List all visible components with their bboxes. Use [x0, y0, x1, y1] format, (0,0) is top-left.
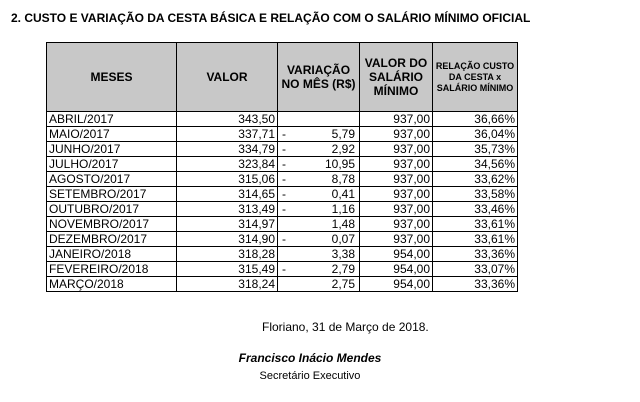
cell-relacao: 33,07% — [433, 262, 518, 277]
signer-name: Francisco Inácio Mendes — [238, 351, 382, 365]
cell-variacao — [278, 127, 360, 142]
cell-salario-minimo: 937,00 — [360, 172, 433, 187]
header-valor: VALOR — [177, 43, 278, 112]
cell-variacao-sinal: - — [282, 127, 286, 141]
cell-salario-minimo: 937,00 — [360, 112, 433, 127]
cell-valor: 318,24 — [177, 277, 278, 292]
cell-valor: 318,28 — [177, 247, 278, 262]
table-row — [47, 112, 518, 127]
cell-mes: JANEIRO/2018 — [47, 247, 177, 262]
cell-salario-minimo: 937,00 — [360, 127, 433, 142]
cell-variacao — [278, 112, 360, 127]
cell-relacao: 34,56% — [433, 157, 518, 172]
table-row — [47, 187, 518, 202]
cell-mes: MARÇO/2018 — [47, 277, 177, 292]
cell-salario-minimo: 937,00 — [360, 187, 433, 202]
cell-variacao-valor: 3,38 — [331, 247, 355, 261]
cell-mes: DEZEMBRO/2017 — [47, 232, 177, 247]
cell-variacao — [278, 217, 360, 232]
cell-valor: 314,65 — [177, 187, 278, 202]
cell-relacao: 33,61% — [433, 232, 518, 247]
cell-relacao: 33,46% — [433, 202, 518, 217]
cell-mes: MAIO/2017 — [47, 127, 177, 142]
header-meses: MESES — [47, 43, 177, 112]
cell-mes: ABRIL/2017 — [47, 112, 177, 127]
cell-mes: NOVEMBRO/2017 — [47, 217, 177, 232]
cell-variacao-valor: 1,16 — [331, 202, 355, 216]
cell-variacao-sinal: - — [282, 202, 286, 216]
cell-variacao-sinal: - — [282, 187, 286, 201]
signer-role: Secretário Executivo — [259, 370, 361, 382]
cell-variacao-sinal: - — [282, 142, 286, 156]
table-row — [47, 217, 518, 232]
cell-variacao — [278, 202, 360, 217]
cell-variacao-sinal: - — [282, 262, 286, 276]
cell-relacao: 33,36% — [433, 277, 518, 292]
cell-salario-minimo: 954,00 — [360, 247, 433, 262]
cell-salario-minimo: 954,00 — [360, 277, 433, 292]
cell-valor: 337,71 — [177, 127, 278, 142]
cell-mes: JUNHO/2017 — [47, 142, 177, 157]
cell-variacao — [278, 262, 360, 277]
cell-variacao-sinal: - — [282, 157, 286, 171]
date-line: Floriano, 31 de Março de 2018. — [262, 320, 429, 334]
cell-mes: JULHO/2017 — [47, 157, 177, 172]
table-row — [47, 232, 518, 247]
table-row — [47, 142, 518, 157]
cell-variacao-valor: 2,79 — [331, 262, 355, 276]
cell-salario-minimo: 937,00 — [360, 157, 433, 172]
cell-valor: 313,49 — [177, 202, 278, 217]
cell-variacao-valor: 10,95 — [324, 157, 355, 171]
table-row — [47, 172, 518, 187]
table-row — [47, 277, 518, 292]
cell-valor: 323,84 — [177, 157, 278, 172]
cell-valor: 315,06 — [177, 172, 278, 187]
cell-variacao — [278, 277, 360, 292]
cell-relacao: 33,62% — [433, 172, 518, 187]
table-row — [47, 157, 518, 172]
cell-variacao-valor: 0,07 — [331, 232, 355, 246]
header-variacao: VARIAÇÃO NO MÊS (R$) — [278, 43, 360, 112]
table-row — [47, 127, 518, 142]
cell-salario-minimo: 937,00 — [360, 232, 433, 247]
section-heading: 2. CUSTO E VARIAÇÃO DA CESTA BÁSICA E RELAÇÃO COM O SALÁRIO MÍNIMO OFICIAL — [11, 11, 531, 25]
cell-relacao: 33,61% — [433, 217, 518, 232]
cell-salario-minimo: 954,00 — [360, 262, 433, 277]
cell-variacao — [278, 232, 360, 247]
cell-valor: 314,90 — [177, 232, 278, 247]
cell-salario-minimo: 937,00 — [360, 217, 433, 232]
cell-variacao — [278, 187, 360, 202]
cell-variacao-valor: 8,78 — [331, 172, 355, 186]
cell-relacao: 36,66% — [433, 112, 518, 127]
table-row — [47, 262, 518, 277]
cell-mes: FEVEREIRO/2018 — [47, 262, 177, 277]
cell-valor: 334,79 — [177, 142, 278, 157]
table-row — [47, 202, 518, 217]
header-salario-minimo: VALOR DO SALÁRIO MÍNIMO — [360, 43, 433, 112]
cell-variacao-valor: 5,79 — [331, 127, 355, 141]
cell-variacao-valor: 2,75 — [331, 277, 355, 291]
cell-relacao: 33,36% — [433, 247, 518, 262]
cell-relacao: 35,73% — [433, 142, 518, 157]
cell-mes: OUTUBRO/2017 — [47, 202, 177, 217]
cell-relacao: 33,58% — [433, 187, 518, 202]
table-body — [47, 112, 518, 292]
cell-variacao — [278, 247, 360, 262]
cell-relacao: 36,04% — [433, 127, 518, 142]
cell-mes: AGOSTO/2017 — [47, 172, 177, 187]
cell-variacao — [278, 157, 360, 172]
cell-mes: SETEMBRO/2017 — [47, 187, 177, 202]
cell-valor: 315,49 — [177, 262, 278, 277]
cell-salario-minimo: 937,00 — [360, 202, 433, 217]
cesta-basica-table — [46, 42, 518, 292]
cell-variacao-valor: 0,41 — [331, 187, 355, 201]
cell-variacao-sinal: - — [282, 232, 286, 246]
cell-valor: 343,50 — [177, 112, 278, 127]
table-row — [47, 247, 518, 262]
cell-variacao-valor: 1,48 — [331, 217, 355, 231]
cell-variacao — [278, 172, 360, 187]
cell-variacao-valor: 2,92 — [331, 142, 355, 156]
cell-variacao — [278, 142, 360, 157]
table-header-row — [47, 43, 518, 112]
cell-variacao-sinal: - — [282, 172, 286, 186]
cell-salario-minimo: 937,00 — [360, 142, 433, 157]
header-relacao: RELAÇÃO CUSTO DA CESTA x SALÁRIO MÍNIMO — [433, 43, 518, 112]
cell-valor: 314,97 — [177, 217, 278, 232]
